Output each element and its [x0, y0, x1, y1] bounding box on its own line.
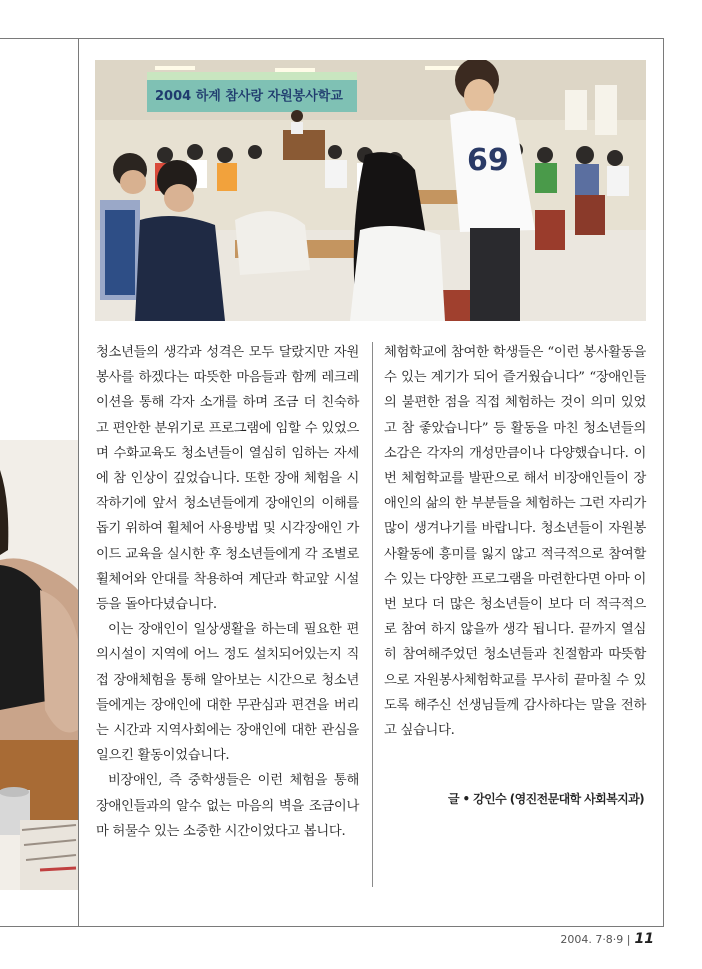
event-photo [95, 60, 646, 321]
shirt-number: 69 [467, 143, 509, 178]
column-divider [372, 342, 373, 887]
issue-date: 2004. 7·8·9 | [560, 933, 631, 946]
paragraph: 비장애인, 즉 중학생들은 이런 체험을 통해 장애인들과의 알수 없는 마음의 벽을 조금이나마 허물수 있는 소중한 시간이었다고 봅니다. [96, 773, 359, 839]
side-photo-cropped [0, 440, 78, 890]
article-column-left [96, 340, 359, 844]
page-frame-top [0, 38, 663, 39]
article-column-right [384, 340, 646, 743]
page-footer [560, 931, 654, 947]
page-frame-inner [78, 38, 79, 926]
author-byline: 글 • 강인수 (영진전문대학 사회복지과) [447, 792, 644, 806]
page-frame-right [663, 38, 664, 926]
paragraph: 체험학교에 참여한 학생들은 “이런 봉사활동을 수 있는 계기가 되어 즐거웠습니다” “장애인들의 불편한 점을 직접 체험하는 것이 의미 있었고 참 좋았습니다” 등 활동을 마친 청소년들의 소감은 각자의 개성만큼이나 다양했습니다. 이번 체험학교를 발판으로 해서 비장애인들이 장애인의 삶의 한 부분들을 체험하는 그런 자리가 많이 생겨나기를 바랍니다. 청소년들이 자원봉사활동에 흥미를 잃지 않고 적극적으로 참여할 수 있는 다양한 프로그램을 마련한다면 아마 이번 보다 더 많은 청소년들이 보다 더 적극적으로 참여 하지 않을까 생각 됩니다. 끝까지 열심히 참여해주었던 청소년들과 친절함과 따뜻함으로 자원봉사체험학교를 무사히 끝마칠 수 있도록 해주신 선생님들께 감사하다는 말을 전하고 싶습니다. [384, 345, 646, 739]
paragraph: 청소년들의 생각과 성격은 모두 달랐지만 자원봉사를 하겠다는 따뜻한 마음들과 함께 레크레이션을 통해 각자 소개를 하며 조금 더 친숙하고 편안한 분위기로 프로그램에 임할 수 있었으며 수화교육도 청소년들이 열심히 임하는 자세에 참 인상이 깊었습니다. 또한 장애 체험을 시작하기에 앞서 청소년들에게 장애인의 이해를 돕기 위하여 휠체어 사용방법 및 시각장애인 가이드 교육을 실시한 후 청소년들에게 각 조별로 휠체어와 안대를 착용하여 계단과 학교앞 시설 등을 돌아다녔습니다. [96, 345, 359, 613]
page-frame-bottom [0, 926, 664, 927]
page-number: 11 [634, 931, 654, 947]
paragraph: 이는 장애인이 일상생활을 하는데 필요한 편의시설이 지역에 어느 정도 설치되어있는지 직접 장애체험을 통해 알아보는 시간으로 청소년들에게는 장애인에 대한 무관심과 편견을 버리는 시간과 지역사회에는 장애인에 대한 관심을 일으킨 활동이었습니다. [96, 622, 359, 764]
banner-text: 2004 하계 참사랑 자원봉사학교 [155, 89, 343, 104]
